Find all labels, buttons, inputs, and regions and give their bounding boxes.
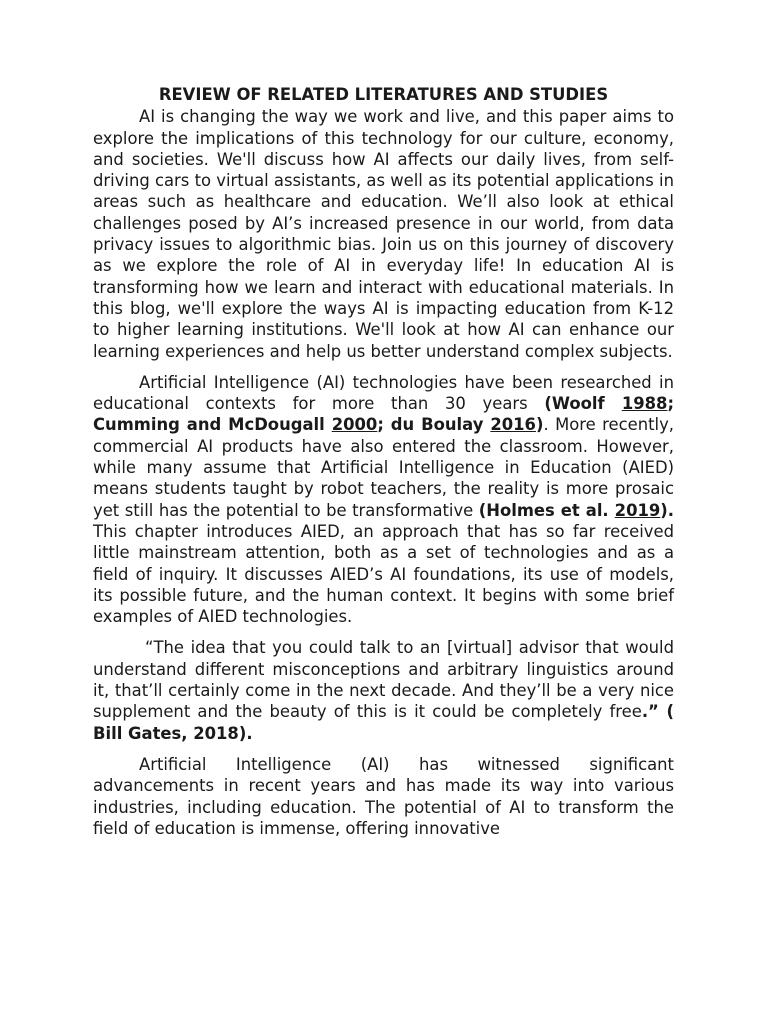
citation-woolf: (Woolf xyxy=(544,394,622,414)
citation-year-link[interactable]: 2019 xyxy=(614,500,661,520)
citation-year-link[interactable]: 1988 xyxy=(621,394,668,414)
paragraph-text: . More recently, commercial AI products have also entered the classroom. However, while many assume that Artificial Intelligence in Education (AIED) means students taught by robot teachers, the reality is more prosaic yet still has the potential to be transformative xyxy=(93,415,674,520)
quote-attribution: .” ( Bill Gates, 2018). xyxy=(93,702,674,743)
paragraph-aied-history xyxy=(93,372,674,628)
citation-cumming-mcdougall: ; Cumming and McDougall xyxy=(93,394,674,435)
citation-year-link[interactable]: 2000 xyxy=(331,415,378,435)
paragraph-quote xyxy=(93,637,674,743)
citation-close: ). xyxy=(660,500,675,520)
paragraph-intro: AI is changing the way we work and live, and this paper aims to explore the implications of this technology for our culture, economy, and societies. We'll discuss how AI affects our daily lives, from self-driving cars to virtual assistants, as well as its potential applications in areas such as healthcare and education. We’ll also look at ethical challenges posed by AI’s increased presence in our world, from data privacy issues to algorithmic bias. Join us on this journey of discovery as we explore the role of AI in everyday life! In education AI is transforming how we learn and interact with educational materials. In this blog, we'll explore the ways AI is impacting education from K-12 to higher learning institutions. We'll look at how AI can enhance our learning experiences and help us better understand complex subjects. xyxy=(93,107,674,361)
quote-text: “The idea that you could talk to an [virtual] advisor that would understand different misconceptions and arbitrary linguistics around it, that’ll certainly come in the next decade. And they’ll be a very nice supplement and the beauty of this is it could be completely free xyxy=(93,638,674,722)
citation-year-link[interactable]: 2016 xyxy=(490,415,536,435)
citation-close: ) xyxy=(535,415,544,435)
citation-du-boulay: ; du Boulay xyxy=(377,415,491,435)
document-title: REVIEW OF RELATED LITERATURES AND STUDIES xyxy=(158,85,609,104)
paragraph-text: This chapter introduces AIED, an approach that has so far received little mainstream attention, both as a set of technologies and as a field of inquiry. It discusses AIED’s AI foundations, its use of models, its possible future, and the human context. It begins with some brief examples of AIED technologies. xyxy=(93,521,674,627)
paragraph-text: Artificial Intelligence (AI) technologies have been researched in educational contexts for more than 30 years xyxy=(93,372,674,414)
paragraph-advancements: Artificial Intelligence (AI) has witnessed significant advancements in recent years and has made its way into various industries, including education. The potential of AI to transform the field of education is immense, offering innovative xyxy=(93,754,674,838)
document-page xyxy=(93,84,674,849)
citation-holmes: (Holmes et al. xyxy=(478,500,615,520)
